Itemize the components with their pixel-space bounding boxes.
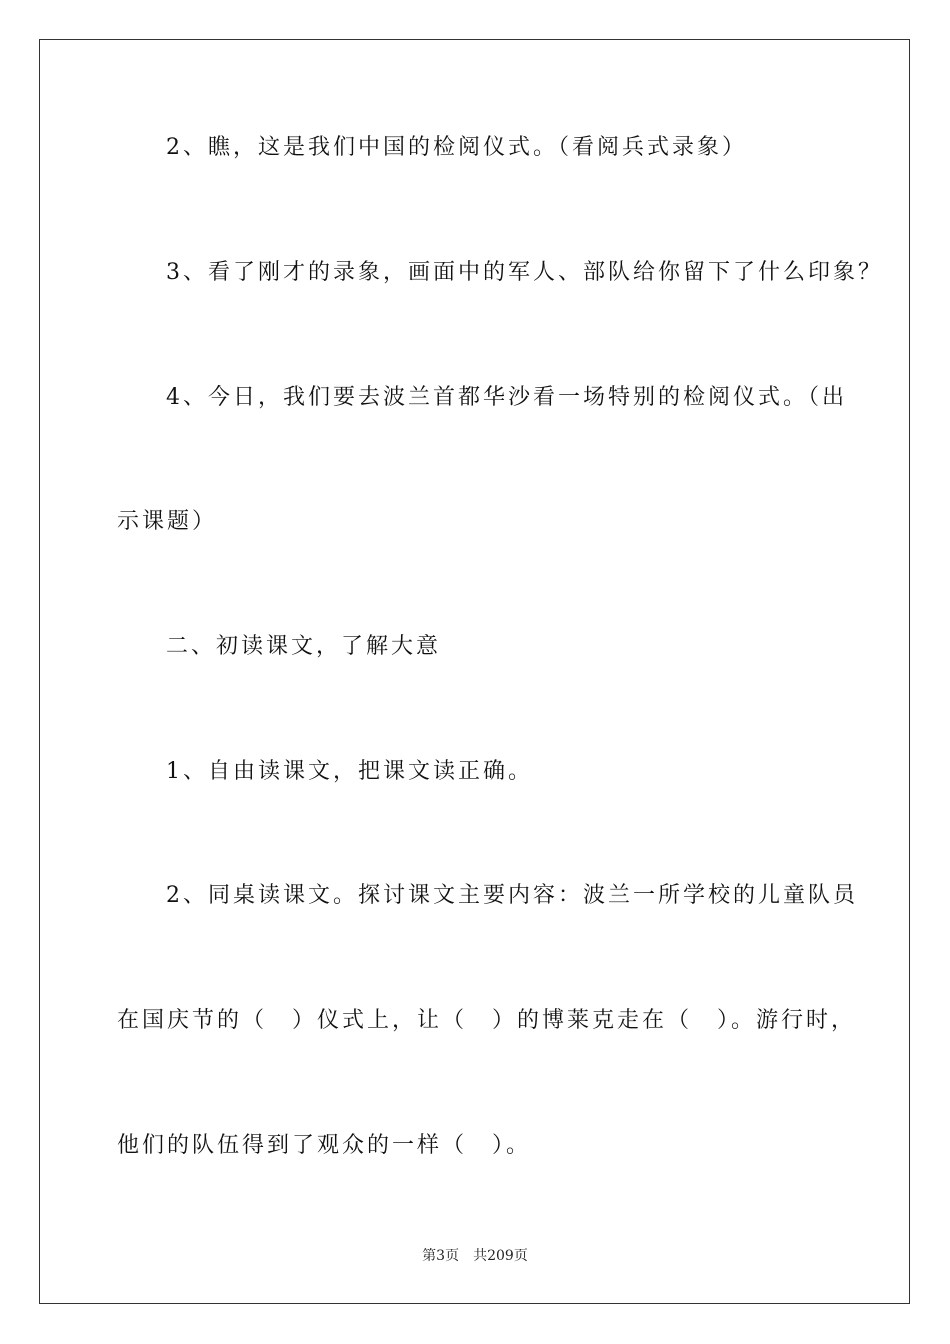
paragraph-line-9: 他们的队伍得到了观众的一样（ ）。 <box>117 1133 532 1158</box>
paragraph-line-2: 3、看了刚才的录象，画面中的军人、部队给你留下了什么印象？ <box>166 260 883 285</box>
section-heading: 二、初读课文，了解大意 <box>166 634 442 659</box>
page-total: 共209页 <box>473 1248 528 1264</box>
paragraph-line-3: 4、今日，我们要去波兰首都华沙看一场特别的检阅仪式。（出 <box>166 385 847 410</box>
paragraph-line-7: 2、同桌读课文。探讨课文主要内容：波兰一所学校的儿童队员 <box>166 883 858 908</box>
paragraph-line-4: 示课题） <box>117 509 218 534</box>
page-number: 第3页 <box>422 1248 460 1264</box>
paragraph-line-8: 在国庆节的（ ）仪式上，让（ ）的博莱克走在（ ）。游行时， <box>117 1008 857 1033</box>
paragraph-line-1: 2、瞧，这是我们中国的检阅仪式。（看阅兵式录象） <box>166 135 747 160</box>
page-footer <box>0 1246 950 1266</box>
page-frame <box>39 39 910 1304</box>
paragraph-line-6: 1、自由读课文，把课文读正确。 <box>166 759 533 784</box>
